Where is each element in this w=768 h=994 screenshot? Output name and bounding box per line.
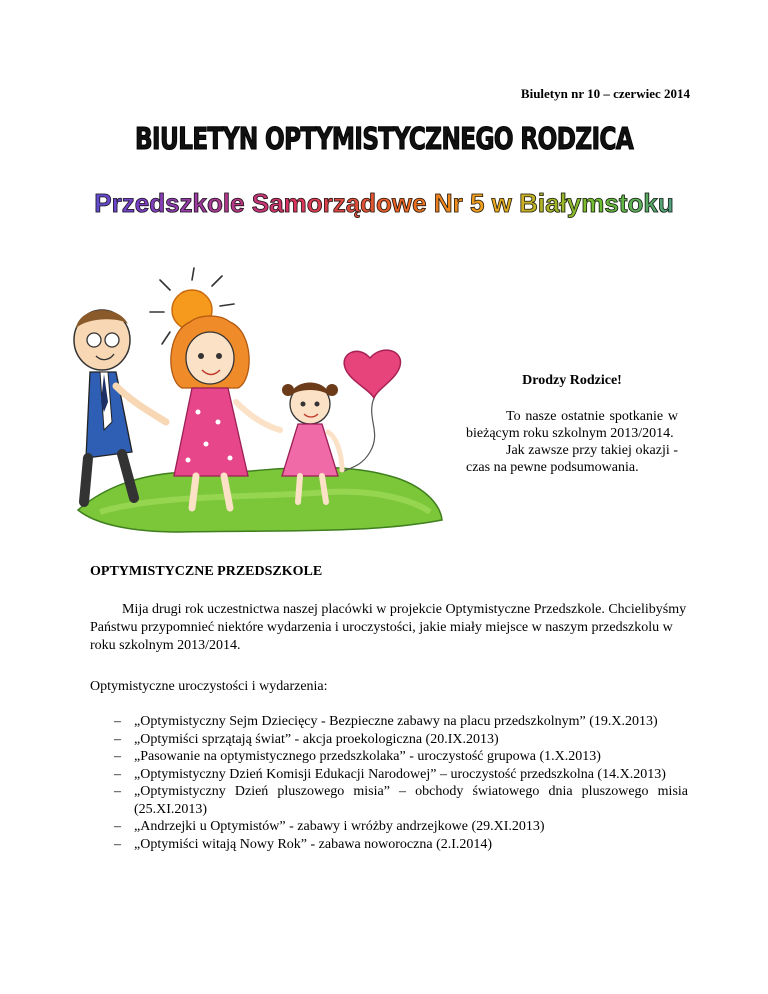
greeting-paragraph-2: Jak zawsze przy takiej okazji - czas na pewne podsumowania. bbox=[466, 443, 678, 475]
list-item: – „Optymistyczny Dzień Komisji Edukacji Narodowej” – uroczystość przedszkolna (14.X.2013) bbox=[114, 766, 666, 782]
school-name-subtitle: Przedszkole Samorządowe Nr 5 w Białymstoku bbox=[0, 188, 768, 219]
bulletin-number: Biuletyn nr 10 – czerwiec 2014 bbox=[520, 86, 690, 101]
father-figure bbox=[74, 310, 166, 502]
greeting-paragraph-1: To nasze ostatnie spotkanie w bieżącym roku szkolnym 2013/2014. bbox=[466, 409, 678, 441]
list-item: – „Optymiści witają Nowy Rok” - zabawa noworoczna (2.I.2014) bbox=[114, 836, 493, 852]
section-heading: OPTYMISTYCZNE PRZEDSZKOLE bbox=[90, 564, 323, 579]
heart-balloon-icon bbox=[342, 350, 400, 472]
greeting-title: Drodzy Rodzice! bbox=[522, 373, 622, 388]
list-item: – „Pasowanie na optymistycznego przedszkolaka” - uroczystość grupowa (1.X.2013) bbox=[114, 749, 601, 764]
events-list bbox=[90, 713, 688, 853]
intro-paragraph: Mija drugi rok uczestnictwa naszej placówki w projekcie Optymistyczne Przedszkole. Chcielibyśmy Państwu przypomnieć niektóre wydarzenia i uroczystości, jakie miały miejsce w naszym przedszkolu w roku szkolnym 2013/2014. bbox=[90, 602, 687, 653]
events-list-title: Optymistyczne uroczystości i wydarzenia: bbox=[90, 679, 328, 694]
intro-paragraph-block bbox=[90, 601, 688, 655]
greeting-box bbox=[466, 372, 678, 476]
family-illustration bbox=[70, 262, 470, 538]
list-item: – „Optymistyczny Dzień pluszowego misia” – obchody światowego dnia pluszowego misia (25.XI.2013) bbox=[114, 784, 688, 817]
list-item: – „Andrzejki u Optymistów” - zabawy i wróżby andrzejkowe (29.XI.2013) bbox=[114, 819, 545, 834]
list-item: – „Optymiści sprzątają świat” - akcja proekologiczna (20.IX.2013) bbox=[114, 731, 499, 747]
page-title: BIULETYN OPTYMISTYCZNEGO RODZICA bbox=[134, 122, 634, 157]
list-item: – „Optymistyczny Sejm Dziecięcy - Bezpieczne zabawy na placu przedszkolnym” (19.X.2013) bbox=[114, 714, 658, 729]
